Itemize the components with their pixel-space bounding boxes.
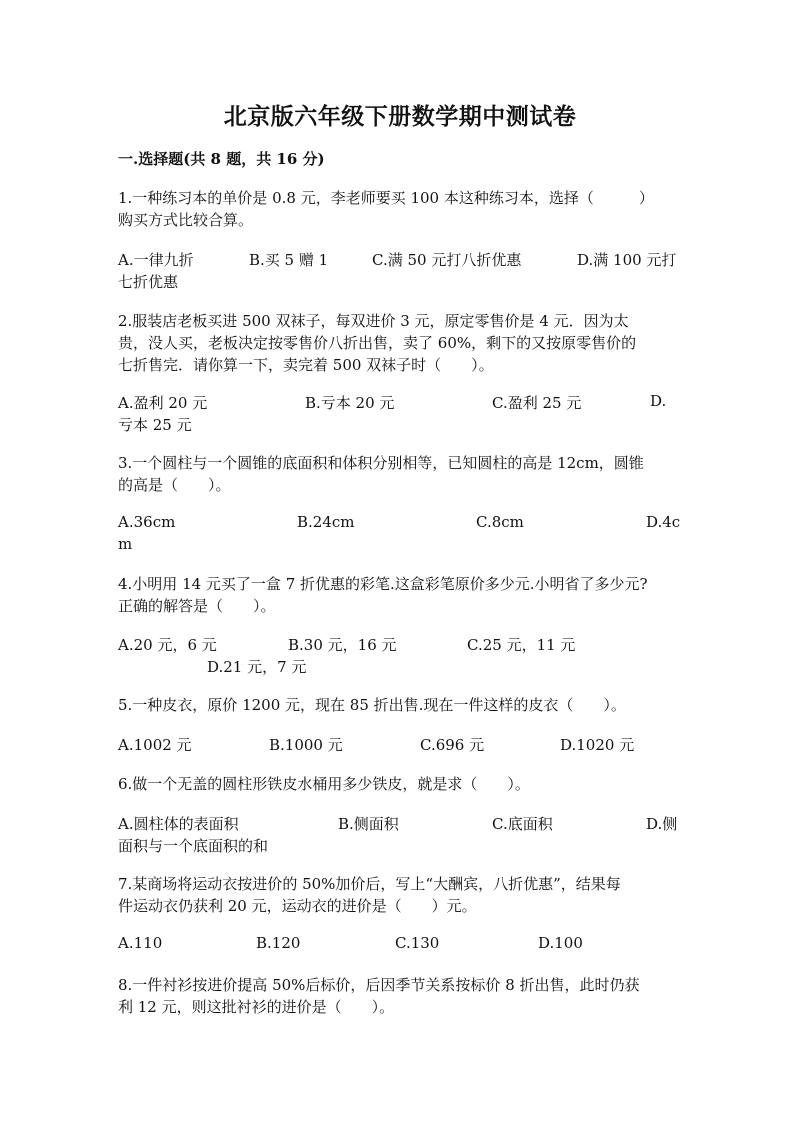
question-7-option-c: C.130 [395,934,440,952]
question-4-option-c: C.25 元，11 元 [467,636,576,654]
question-8-line-2: 利 12 元，则这批衬衫的进价是（ ）。 [118,998,395,1016]
question-3-option-a: A.36cm [118,513,176,531]
question-2-line-1: 2.服装店老板买进 500 双袜子，每双进价 3 元，原定零售价是 4 元．因为太 [118,312,629,330]
question-2-option-d: D. [650,392,667,410]
question-7-line-1: 7.某商场将运动衣按进价的 50%加价后，写上“大酬宾，八折优惠”，结果每 [118,875,621,893]
question-6-option-b: B.侧面积 [338,815,399,833]
question-1-option-a: A.一律九折 [118,251,194,269]
question-3-option-d: D.4c [646,513,681,531]
question-3-line-2: 的高是（ ）。 [118,476,231,494]
question-5-option-c: C.696 元 [420,736,485,754]
question-4-option-b: B.30 元，16 元 [288,636,397,654]
question-7-option-b: B.120 [256,934,301,952]
question-2-line-3: 七折售完．请你算一下，卖完着 500 双袜子时（ ）。 [118,356,494,374]
question-8-line-1: 8.一件衬衫按进价提高 50%后标价，后因季节关系按标价 8 折出售，此时仍获 [118,976,640,994]
question-2-option-c: C.盈利 25 元 [492,394,582,412]
question-6-option-wrap: 面积与一个底面积的和 [118,837,269,855]
question-1-line-1: 1.一种练习本的单价是 0.8 元，李老师要买 100 本这种练习本，选择（ ） [118,189,654,207]
question-7-option-a: A.110 [118,934,163,952]
question-7-line-2: 件运动衣仍获利 20 元，运动衣的进价是（ ）元。 [118,897,477,915]
question-7-option-d: D.100 [538,934,583,952]
question-1-line-2: 购买方式比较合算。 [118,211,254,229]
question-2-option-a: A.盈利 20 元 [118,394,208,412]
question-6-option-a: A.圆柱体的表面积 [118,815,239,833]
question-2-option-b: B.亏本 20 元 [305,394,395,412]
question-4-option-d: D.21 元，7 元 [207,658,307,676]
section-heading: 一.选择题(共 8 题，共 16 分) [118,150,325,168]
question-3-option-b: B.24cm [297,513,355,531]
question-1-option-c: C.满 50 元打八折优惠 [372,251,522,269]
question-5-option-a: A.1002 元 [118,736,192,754]
question-6-option-d: D.侧 [646,815,678,833]
question-4-option-a: A.20 元，6 元 [118,636,217,654]
question-5-option-b: B.1000 元 [269,736,343,754]
question-2-option-wrap: 亏本 25 元 [118,416,192,434]
question-3-line-1: 3.一个圆柱与一个圆锥的底面积和体积分别相等，已知圆柱的高是 12cm，圆锥 [118,454,644,472]
question-3-option-wrap: m [118,535,133,553]
question-3-option-c: C.8cm [476,513,524,531]
question-1-option-wrap: 七折优惠 [118,273,179,291]
question-1-option-b: B.买 5 赠 1 [249,251,329,269]
question-6-line-1: 6.做一个无盖的圆柱形铁皮水桶用多少铁皮，就是求（ ）。 [118,775,530,793]
page-title: 北京版六年级下册数学期中测试卷 [223,103,577,130]
question-4-line-1: 4.小明用 14 元买了一盒 7 折优惠的彩笔.这盒彩笔原价多少元.小明省了多少元? [118,575,648,593]
question-6-option-c: C.底面积 [492,815,553,833]
question-4-line-2: 正确的解答是（ ）。 [118,597,276,615]
question-2-line-2: 贵，没人买，老板决定按零售价八折出售，卖了 60%，剩下的又按原零售价的 [118,334,637,352]
question-5-line-1: 5.一种皮衣，原价 1200 元，现在 85 折出售.现在一件这样的皮衣（ ）。 [118,696,626,714]
question-1-option-d: D.满 100 元打 [577,251,677,269]
question-5-option-d: D.1020 元 [560,736,635,754]
